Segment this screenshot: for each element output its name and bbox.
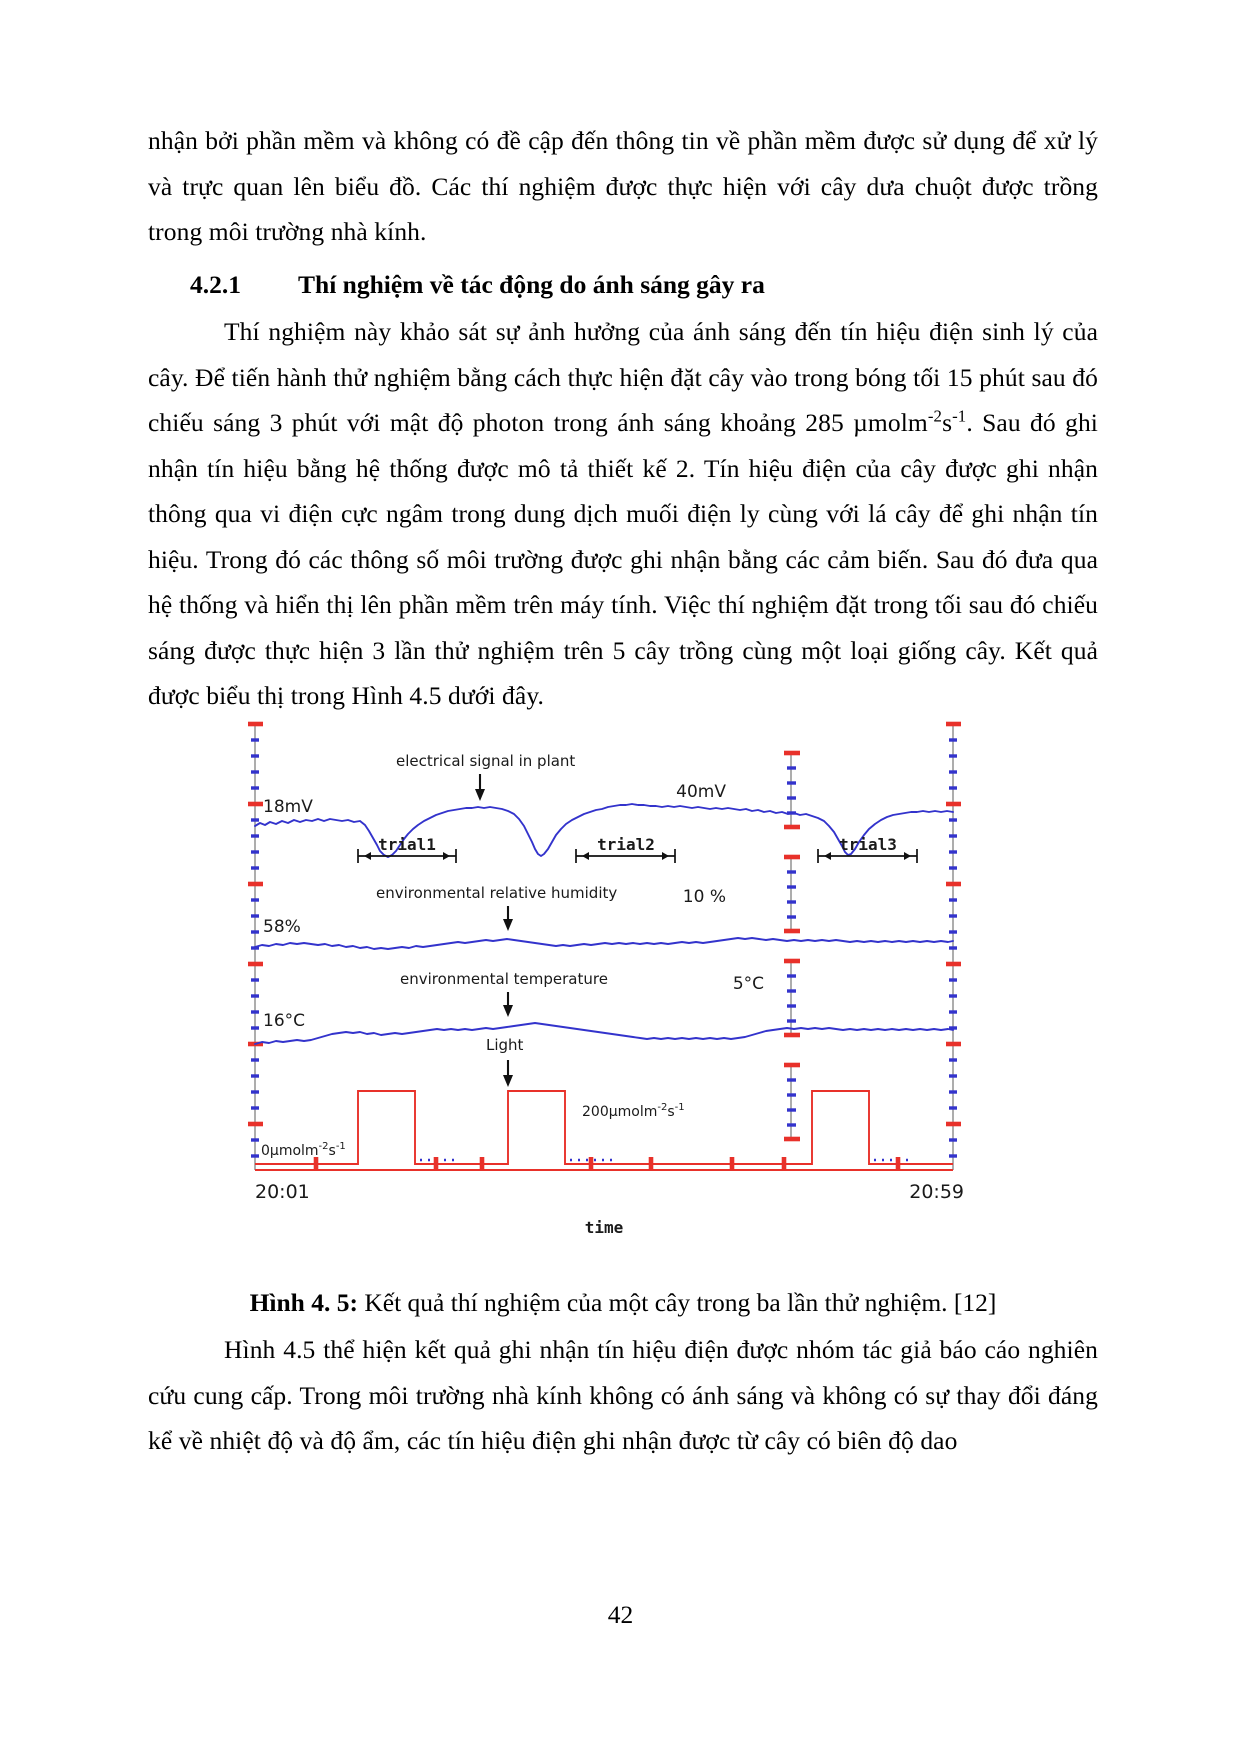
section-heading-text: Thí nghiệm về tác động do ánh sáng gây ra xyxy=(298,269,765,299)
figure-4-5 xyxy=(208,708,998,1238)
superscript-minus-two: -2 xyxy=(927,406,943,426)
paragraph-experiment-part2: . Sau đó ghi nhận tín hiệu bằng hệ thống được mô tả thiết kế 2. Tín hiệu điện của cây được ghi nhận thông qua vi điện cực ngâm trong dung dịch muối điện ly cùng với lá cây để ghi nhận tín hiệu. Trong đó các thông số môi trường được ghi nhận bằng các cảm biến. Sau đó đưa qua hệ thống và hiển thị lên phần mềm trên máy tính. Việc thí nghiệm đặt trong tối sau đó chiếu sáng được thực hiện 3 lần thử nghiệm trên 5 cây trồng cùng một loại giống cây. Kết quả được biểu thị trong Hình 4.5 dưới đây. xyxy=(148,408,1098,710)
x-axis-tick-label-start: 20:01 xyxy=(255,1181,310,1203)
paragraph-experiment-mid: s xyxy=(942,408,953,437)
annotation-temperature: environmental temperature xyxy=(400,970,608,988)
baseline-label-light xyxy=(261,1141,346,1159)
arrow-relative-humidity xyxy=(503,906,513,931)
baseline-label-18mv: 18mV xyxy=(263,797,313,817)
annotation-light: Light xyxy=(486,1036,524,1054)
superscript-minus-one: -1 xyxy=(952,406,967,426)
light-level-label xyxy=(582,1102,685,1120)
light-level-sup2: -1 xyxy=(674,1102,685,1113)
baseline-label-light-mid: s xyxy=(328,1143,336,1159)
trace-light-pulses xyxy=(255,1091,953,1164)
section-heading xyxy=(148,262,1098,308)
arrow-light xyxy=(503,1060,513,1087)
x-axis-title: time xyxy=(584,1218,624,1237)
light-level-value: 200µmolm xyxy=(582,1104,658,1120)
tail-text-column xyxy=(148,1327,1098,1464)
scale-bar-40mv xyxy=(784,752,800,828)
body-text-column xyxy=(148,118,1098,719)
paragraph-experiment-part1: Thí nghiệm này khảo sát sự ảnh hưởng của ánh sáng đến tín hiệu điện sinh lý của cây. Để tiến hành thử nghiệm bằng cách thực hiện đặt cây vào trong bóng tối 15 phút sau đó chiếu sáng 3 phút với mật độ photon trong ánh sáng khoảng 285 µmolm xyxy=(148,317,1098,437)
light-level-sup1: -2 xyxy=(657,1102,668,1113)
arrow-temperature xyxy=(503,992,513,1017)
paragraph-intro: nhận bởi phần mềm và không có đề cập đến thông tin về phần mềm được sử dụng để xử lý và trực quan lên biểu đồ. Các thí nghiệm được thực hiện với cây dưa chuột được trồng trong môi trường nhà kính. xyxy=(148,126,1098,246)
scale-bar-light xyxy=(784,1064,800,1140)
scale-bar-10pct xyxy=(784,856,800,932)
section-heading-number: 4.2.1 xyxy=(190,269,241,299)
trace-temperature xyxy=(255,1023,953,1044)
trial-bracket-3-label: trial3 xyxy=(839,835,897,854)
baseline-label-16c: 16°C xyxy=(263,1011,306,1031)
figure-caption-label: Hình 4. 5: xyxy=(249,1288,358,1317)
annotation-electrical-signal: electrical signal in plant xyxy=(396,752,576,770)
light-level-mid: s xyxy=(667,1104,675,1120)
annotation-relative-humidity: environmental relative humidity xyxy=(376,884,618,902)
baseline-label-light-sup1: -2 xyxy=(318,1141,329,1152)
trace-relative-humidity xyxy=(255,938,953,949)
arrow-electrical-signal xyxy=(475,774,485,801)
paragraph-experiment xyxy=(148,309,1098,719)
figure-chart-svg xyxy=(208,708,998,1238)
page-number: 42 xyxy=(607,1600,634,1629)
scale-bar-40mv-label: 40mV xyxy=(676,782,726,802)
baseline-label-58pct: 58% xyxy=(263,917,301,937)
figure-caption-text: Kết quả thí nghiệm của một cây trong ba lần thử nghiệm. [12] xyxy=(364,1288,997,1317)
figure-caption xyxy=(148,1283,1098,1323)
x-axis-tick-label-end: 20:59 xyxy=(909,1181,964,1203)
baseline-label-light-value: 0µmolm xyxy=(261,1143,319,1159)
trial-bracket-2-label: trial2 xyxy=(597,835,655,854)
scale-bar-10pct-label: 10 % xyxy=(682,887,726,907)
scale-bar-5c-label: 5°C xyxy=(732,974,764,994)
baseline-label-light-sup2: -1 xyxy=(335,1141,346,1152)
trial-bracket-1-label: trial1 xyxy=(378,835,436,854)
paragraph-tail: Hình 4.5 thể hiện kết quả ghi nhận tín hiệu điện được nhóm tác giả báo cáo nghiên cứu cung cấp. Trong môi trường nhà kính không có ánh sáng và không có sự thay đổi đáng kể về nhiệt độ và độ ẩm, các tín hiệu điện ghi nhận được từ cây có biên độ dao xyxy=(148,1335,1098,1455)
scale-bar-5c xyxy=(784,960,800,1036)
